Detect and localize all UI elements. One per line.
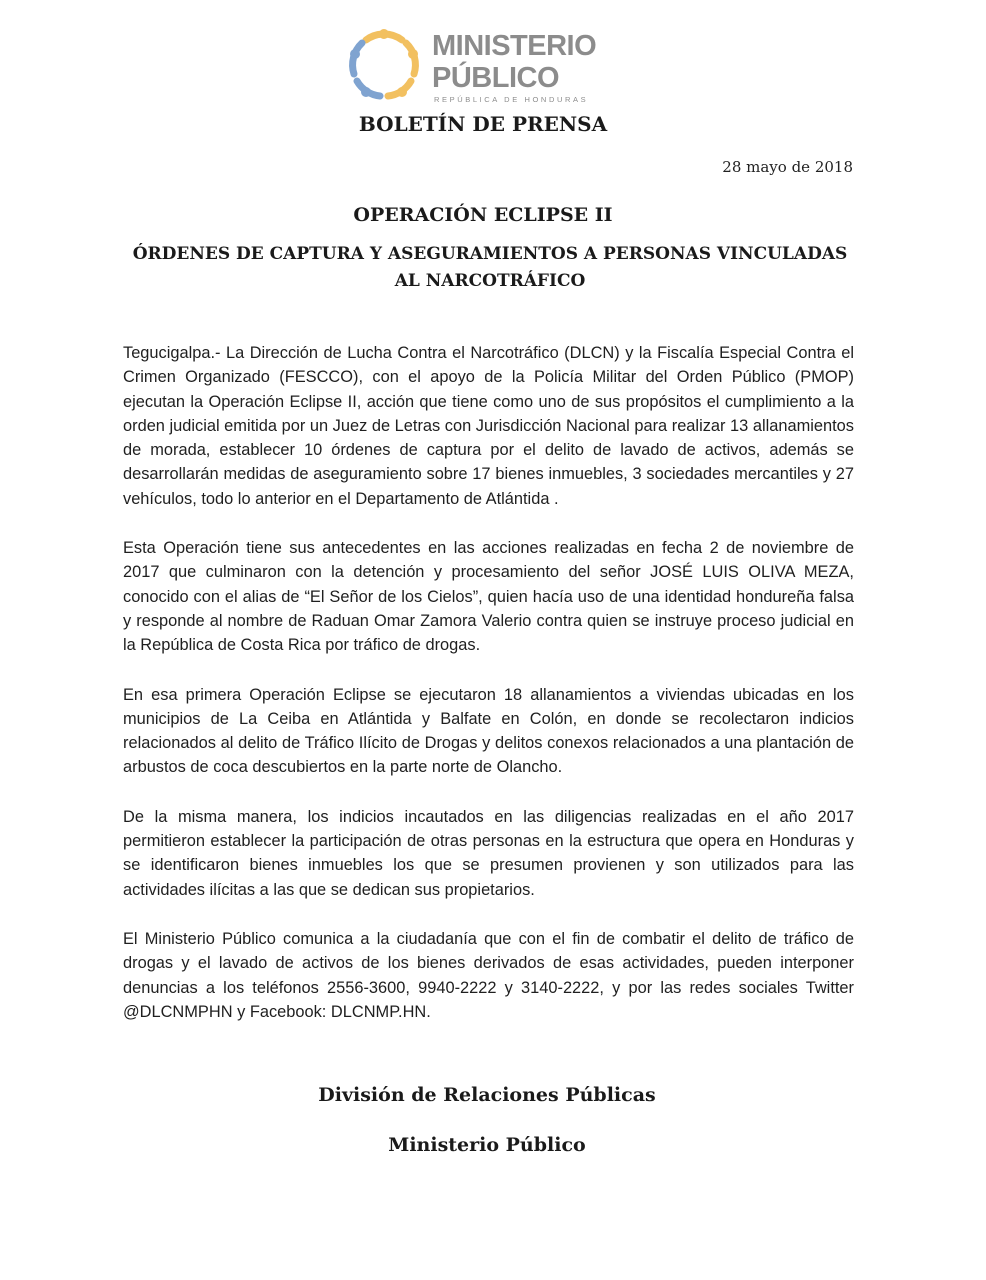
operation-subtitle: ÓRDENES DE CAPTURA Y ASEGURAMIENTOS A PERSONAS VINCULADAS AL NARCOTRÁFICO [132,244,848,291]
signature-division: División de Relaciones Públicas [318,1084,656,1106]
body-paragraph: El Ministerio Público comunica a la ciudadanía que con el fin de combatir el delito de tráfico de drogas y el lavado de activos de los bienes derivados de esas actividades, pueden interponer denuncias a los teléfonos 2556-3600, 9940-2222 y 3140-2222, y por las redes sociales Twitter @DLCNMPHN y Facebook: DLCNMP.HN. [123,929,854,1021]
release-date: 28 mayo de 2018 [722,158,853,176]
body-paragraph: De la misma manera, los indicios incautados en las diligencias realizadas en el año 2017 permitieron establecer la participación de otras personas en la estructura que opera en Honduras y se identificaron bienes inmuebles los que se presumen provienen y son utilizados para las actividades ilícitas a las que se dedican sus propietarios. [123,807,854,899]
body-paragraph: Tegucigalpa.- La Dirección de Lucha Contra el Narcotráfico (DLCN) y la Fiscalía Especial Contra el Crimen Organizado (FESCCO), con el apoyo de la Policía Militar del Orden Público (PMOP) ejecutan la Operación Eclipse II, acción que tiene como uno de sus propósitos el cumplimiento a la orden judicial emitida por un Juez de Letras con Jurisdicción Nacional para realizar 13 allanamientos de morada, establecer 10 órdenes de captura por el delito de lavado de activos, además se desarrollarán medidas de aseguramiento sobre 17 bienes inmuebles, 3 sociedades mercantiles y 27 vehículos, todo lo anterior en el Departamento de Atlántida . [123,344,854,508]
ministerio-publico-logo [344,26,614,106]
body-paragraph: En esa primera Operación Eclipse se ejecutaron 18 allanamientos a viviendas ubicadas en los municipios de La Ceiba en Atlántida y Balfate en Colón, en donde se recolectaron indicios relacionados al delito de Tráfico Ilícito de Drogas y delitos conexos relacionados a una plantación de arbustos de coca descubiertos en la parte norte de Olancho. [123,685,854,777]
logo-title-line2: PÚBLICO [432,62,559,94]
operation-title: OPERACIÓN ECLIPSE II [353,204,613,226]
signature-institution: Ministerio Público [388,1134,586,1156]
bulletin-label: BOLETÍN DE PRENSA [358,112,608,136]
body-paragraph: Esta Operación tiene sus antecedentes en las acciones realizadas en fecha 2 de noviembre de 2017 que culminaron con la detención y procesamiento del señor JOSÉ LUIS OLIVA MEZA, conocido con el alias de “El Señor de los Cielos”, quien hacía uso de una identidad hondureña falsa y responde al nombre de Raduan Omar Zamora Valerio contra quien se instruye proceso judicial en la República de Costa Rica por tráfico de drogas. [123,539,854,655]
logo-subline: REPÚBLICA DE HONDURAS [434,95,589,104]
logo-title-line1: MINISTERIO [432,30,597,62]
figures-circle-emblem-icon [344,26,424,106]
press-release-body [123,341,854,1049]
